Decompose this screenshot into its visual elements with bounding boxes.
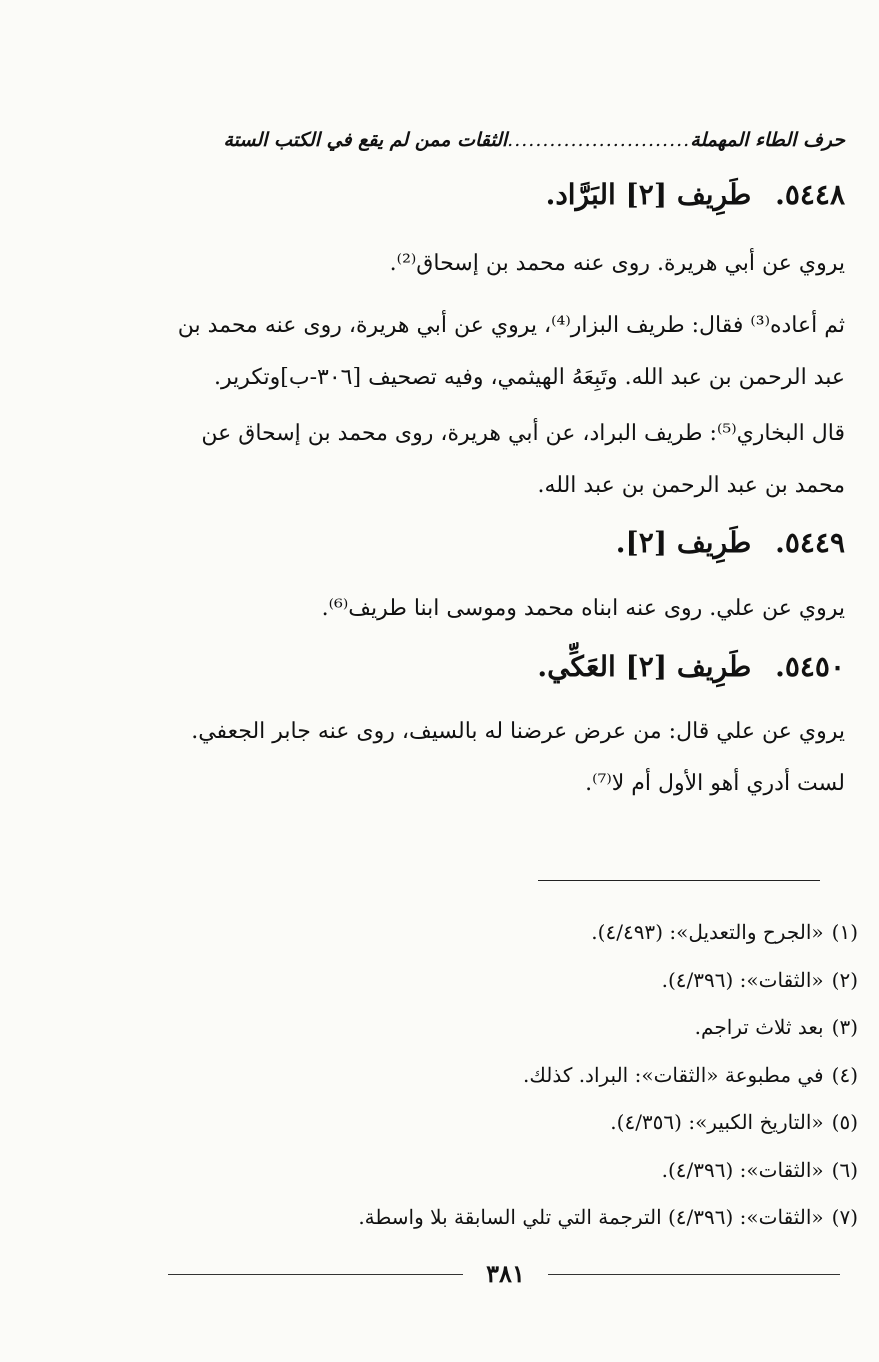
paragraph-line: يروي عن علي. روى عنه ابناه محمد وموسى ابنا طريف⁽⁶⁾. bbox=[321, 596, 845, 621]
footnote bbox=[175, 1197, 858, 1245]
paragraph-line: لست أدري أهو الأول أم لا⁽⁷⁾. bbox=[585, 771, 845, 796]
header-chapter: حرف الطاء المهملة bbox=[690, 129, 845, 151]
paragraph-line: ثم أعاده⁽³⁾ فقال: طريف البزار⁽⁴⁾، يروي عن أبي هريرة، روى عنه محمد بن bbox=[177, 313, 845, 338]
footnote-text: «التاريخ الكبير»: (٤/٣٥٦). bbox=[610, 1110, 824, 1134]
entry-name: طَرِيف [٢]. bbox=[615, 526, 752, 559]
entry-title bbox=[175, 526, 845, 559]
footnote-text: بعد ثلاث تراجم. bbox=[694, 1015, 824, 1039]
entry-number: ٥٤٤٩. bbox=[775, 526, 845, 559]
footnote-text: «الثقات»: (٤/٣٩٦). bbox=[661, 1157, 824, 1182]
footer-rule-right bbox=[548, 1274, 840, 1275]
entry-paragraph bbox=[175, 300, 845, 404]
footnote bbox=[175, 960, 858, 1008]
footnote-number: (٦) bbox=[831, 1157, 858, 1182]
footnote bbox=[175, 1007, 858, 1055]
entry-paragraph bbox=[175, 238, 845, 290]
header-dots: .......................... bbox=[507, 129, 691, 151]
footnote bbox=[175, 1055, 858, 1103]
entry-number: ٥٤٥٠. bbox=[775, 650, 845, 683]
footnotes bbox=[175, 912, 858, 1245]
footnote-number: (١) bbox=[831, 920, 858, 944]
paragraph-line: قال البخاري⁽⁵⁾: طريف البراد، عن أبي هريرة، روى محمد بن إسحاق عن bbox=[201, 421, 845, 446]
running-header bbox=[175, 122, 845, 158]
footnote-text: في مطبوعة «الثقات»: البراد. كذلك. bbox=[523, 1062, 824, 1087]
footnote-number: (٥) bbox=[831, 1110, 858, 1134]
footnote-text: «الجرح والتعديل»: (٤/٤٩٣). bbox=[591, 920, 824, 944]
entry-paragraph bbox=[175, 706, 845, 810]
entry-title bbox=[175, 650, 845, 683]
header-book-title: الثقات ممن لم يقع في الكتب الستة bbox=[223, 129, 508, 151]
paragraph-line: يروي عن أبي هريرة. روى عنه محمد بن إسحاق⁽²⁾. bbox=[389, 251, 845, 276]
footnote bbox=[175, 1150, 858, 1198]
paragraph-line: عبد الرحمن بن عبد الله. وتَبِعَهُ الهيثمي، وفيه تصحيف [٣٠٦-ب]وتكرير. bbox=[214, 365, 845, 390]
entry-paragraph bbox=[175, 408, 845, 512]
footnote-number: (٣) bbox=[831, 1015, 858, 1039]
paragraph-line: محمد بن عبد الرحمن بن عبد الله. bbox=[537, 473, 845, 498]
footnote bbox=[175, 1102, 858, 1150]
entry-paragraph bbox=[175, 583, 845, 635]
footnote-number: (٤) bbox=[831, 1062, 858, 1087]
entry-name: طَرِيف [٢] العَكِّي. bbox=[537, 650, 752, 683]
footnote-number: (٢) bbox=[831, 967, 858, 992]
footnote bbox=[175, 912, 858, 960]
footer-rule-left bbox=[168, 1274, 463, 1275]
entry-name: طَرِيف [٢] البَرَّاد. bbox=[545, 178, 752, 211]
page-number: ٣٨١ bbox=[486, 1259, 525, 1288]
entry-title bbox=[175, 178, 845, 211]
footnote-text: «الثقات»: (٤/٣٩٦) الترجمة التي تلي السابقة بلا واسطة. bbox=[358, 1205, 824, 1229]
paragraph-line: يروي عن علي قال: من عرض عرضنا له بالسيف، روى عنه جابر الجعفي. bbox=[191, 719, 845, 744]
footnote-text: «الثقات»: (٤/٣٩٦). bbox=[661, 967, 824, 992]
entry-number: ٥٤٤٨. bbox=[775, 178, 845, 211]
footnote-separator bbox=[538, 880, 820, 881]
footnote-number: (٧) bbox=[831, 1205, 858, 1229]
